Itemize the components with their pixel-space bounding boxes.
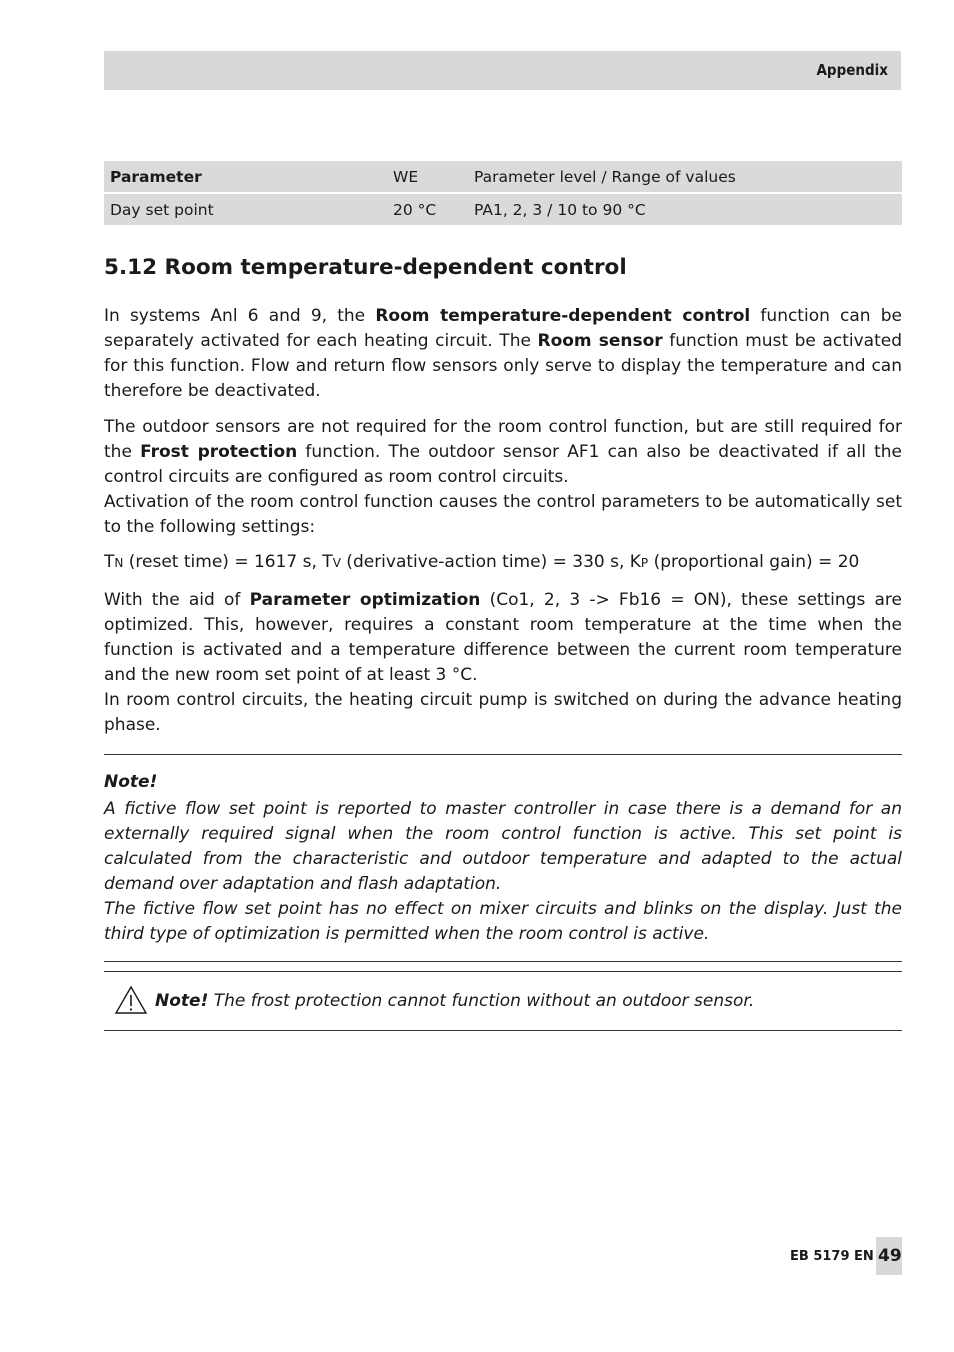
control-parameters-formula: TN (reset time) = 1617 s, TV (derivative-action time) = 330 s, KP (proportional gain) = 20 xyxy=(104,552,860,572)
cell-we: 20 °C xyxy=(393,201,437,219)
divider xyxy=(104,754,902,755)
note-body-1: A fictive flow set point is reported to master controller in case there is a demand for an externally required signal when the room control function is active. This set point is calculated from the characteristic and outdoor temperature and adapted to the actual demand over adaptation and flash adaptation. xyxy=(104,799,902,894)
paragraph-4: With the aid of Parameter optimization (Co1, 2, 3 -> Fb16 = ON), these settings are optimized. This, however, requires a constant room temperature at the time when the function is activated and a temperature difference between the current room temperature and the new room set point of at least 3 °C. xyxy=(104,590,902,685)
divider xyxy=(104,961,902,962)
section-heading: 5.12 Room temperature-dependent control xyxy=(104,255,627,280)
header-cell-we: WE xyxy=(393,168,419,186)
warning-triangle-icon xyxy=(114,985,148,1015)
cell-parameter: Day set point xyxy=(110,201,214,219)
page-number-box xyxy=(876,1237,902,1275)
note-body-2: The fictive flow set point has no effect on mixer circuits and blinks on the display. Just the third type of optimization is permitted when the room control is active. xyxy=(104,899,902,944)
paragraph-2: The outdoor sensors are not required for the room control function, but are still required for the Frost protection function. The outdoor sensor AF1 can also be deactivated if all the control circuits are configured as room control circuits. xyxy=(104,417,903,487)
paragraph-3: Activation of the room control function causes the control parameters to be automatically set to the following settings: xyxy=(104,492,902,537)
paragraph-5: In room control circuits, the heating circuit pump is switched on during the advance heating phase. xyxy=(104,690,902,735)
section-label: Appendix xyxy=(816,61,888,79)
header-cell-range: Parameter level / Range of values xyxy=(474,168,736,186)
page-number: 49 xyxy=(878,1246,902,1266)
document-number: EB 5179 EN xyxy=(790,1249,874,1264)
paragraph-1: In systems Anl 6 and 9, the Room temperature-dependent control function can be separately activated for each heating circuit. The Room sensor function must be activated for this function. Flow and return flow sensors only serve to display the temperature and can therefore be deactivated. xyxy=(104,306,902,401)
table-row xyxy=(104,194,902,225)
note-title: Note! xyxy=(104,772,158,792)
cell-range: PA1, 2, 3 / 10 to 90 °C xyxy=(474,201,646,219)
warning-text: Note! The frost protection cannot function without an outdoor sensor. xyxy=(155,991,755,1011)
divider xyxy=(104,971,902,972)
header-cell-parameter: Parameter xyxy=(110,168,202,186)
table-header-row xyxy=(104,161,902,192)
divider xyxy=(104,1030,902,1031)
header-bar xyxy=(104,51,901,90)
